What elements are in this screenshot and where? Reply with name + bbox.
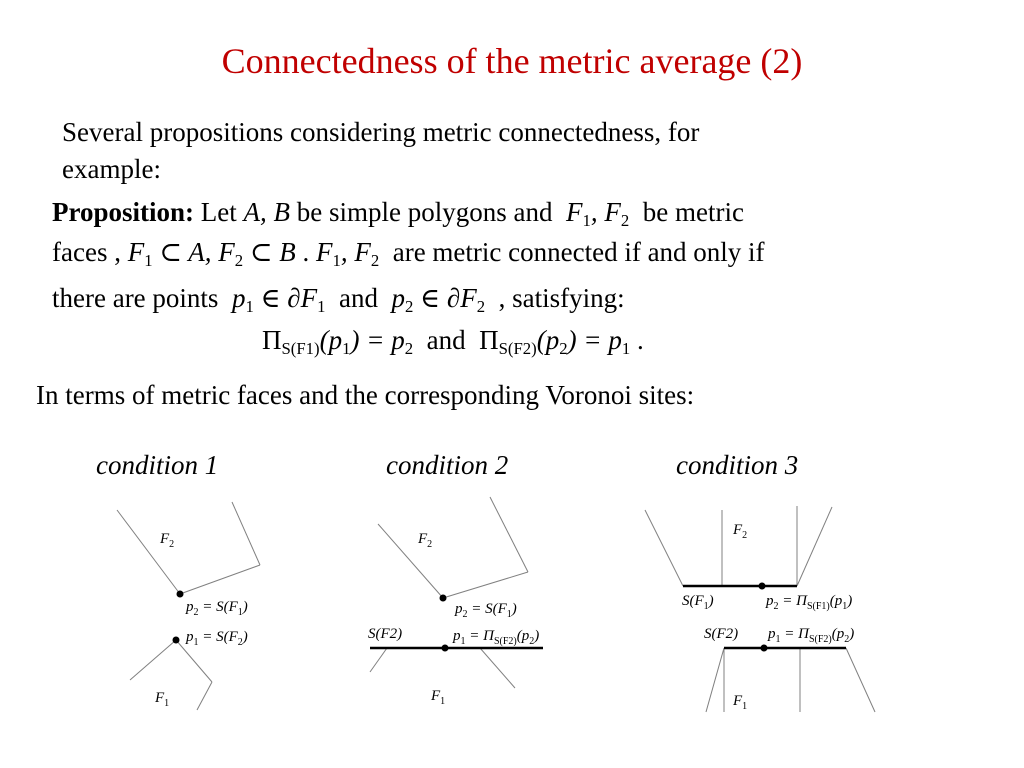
c2-eq-p1: $p_1 = \Pi_{S(F2)}(p_2)$ (453, 628, 540, 647)
let-word: Let (200, 197, 237, 227)
c1-f2-edge-right (180, 565, 260, 594)
c1-label-f2: $F_2$ (160, 531, 175, 550)
c2-point-p2 (440, 595, 447, 602)
and-word: and (339, 283, 378, 313)
c2-f2-edge-right (443, 572, 528, 598)
intro-line-2: example: (62, 154, 161, 184)
c3-f1-edge-left (706, 648, 724, 712)
face-f1: $F_1$, $F_2$ (565, 197, 630, 231)
c3-eq-p1: $p_1 = \Pi_{S(F2)}(p_2)$ (768, 626, 855, 645)
formula-1: $\Pi_{S(F1)}(p_1) = p_2$ (262, 325, 414, 359)
formula-2: $\Pi_{S(F2)}(p_2) = p_1$ (479, 325, 631, 359)
satisfying-text: , satisfying: (498, 283, 625, 313)
c3-site-top-label: $S(F_1)$ (682, 593, 714, 612)
condition-2-label: condition 2 (386, 450, 509, 480)
condition-2-figure (370, 497, 528, 688)
polygons-ab: A, B (243, 197, 290, 227)
c2-f2-edge-top (490, 497, 528, 572)
c1-point-p2 (177, 591, 184, 598)
c1-f2-edge-left (117, 510, 180, 594)
point-p1: $p_1$ ∈ $\partial F_1$ (231, 283, 326, 317)
c2-point-p1 (442, 645, 449, 652)
c2-f1-edge-right (480, 648, 515, 688)
c2-label-f1: $F_1$ (431, 688, 446, 707)
faces-word: faces , (52, 237, 121, 267)
c3-f2-edge-left (645, 510, 683, 586)
polygons-text: be simple polygons and (296, 197, 553, 227)
connected-text: are metric connected if and only if (392, 237, 765, 267)
c1-eq-p2: $p_2 = S(F_1)$ (186, 599, 248, 618)
c3-label-f1: $F_1$ (733, 693, 748, 712)
intro-line-1: Several propositions considering metric connectedness, for (62, 117, 700, 147)
period: . (302, 237, 310, 267)
points-text: there are points (52, 283, 219, 313)
condition-3-figure (645, 506, 875, 712)
c1-eq-p1: $p_1 = S(F_2)$ (186, 629, 248, 648)
formula-and: and (426, 325, 466, 355)
c2-f1-edge-left (370, 648, 387, 672)
faces-pair: $F_1$, $F_2$ (315, 237, 380, 271)
voronoi-intro: In terms of metric faces and the corresponding Voronoi sites: (36, 380, 695, 410)
condition-3-label: condition 3 (676, 450, 799, 480)
formula-dot: . (636, 325, 644, 355)
c2-eq-p2: $p_2 = S(F_1)$ (455, 601, 517, 620)
c2-site-label: S(F2) (368, 626, 403, 642)
c1-f2-edge-top (232, 502, 260, 565)
c3-f2-edge-outer (797, 507, 832, 586)
c2-f2-edge-left (378, 524, 443, 598)
c3-f1-edge-right (846, 648, 875, 712)
subset-relations: $F_1$ ⊂ A, $F_2$ ⊂ B (127, 237, 296, 271)
c1-point-p1 (173, 637, 180, 644)
metric-word: be metric (642, 197, 744, 227)
condition-1-label: condition 1 (96, 450, 219, 480)
slide-title: Connectedness of the metric average (2) (221, 41, 803, 81)
c3-label-f2: $F_2$ (733, 522, 748, 541)
c3-point-p2 (759, 583, 766, 590)
c3-site-bottom-label: S(F2) (704, 626, 739, 642)
c1-f1-edge-left (130, 640, 176, 680)
point-p2: $p_2$ ∈ $\partial F_2$ (391, 283, 486, 317)
c1-f1-edge-bottom (197, 682, 212, 710)
c2-label-f2: $F_2$ (418, 531, 433, 550)
proposition-label: Proposition: (52, 197, 195, 227)
c3-eq-p2: $p_2 = \Pi_{S(F1)}(p_1)$ (766, 593, 853, 612)
c1-label-f1: $F_1$ (155, 690, 170, 709)
c3-point-p1 (761, 645, 768, 652)
